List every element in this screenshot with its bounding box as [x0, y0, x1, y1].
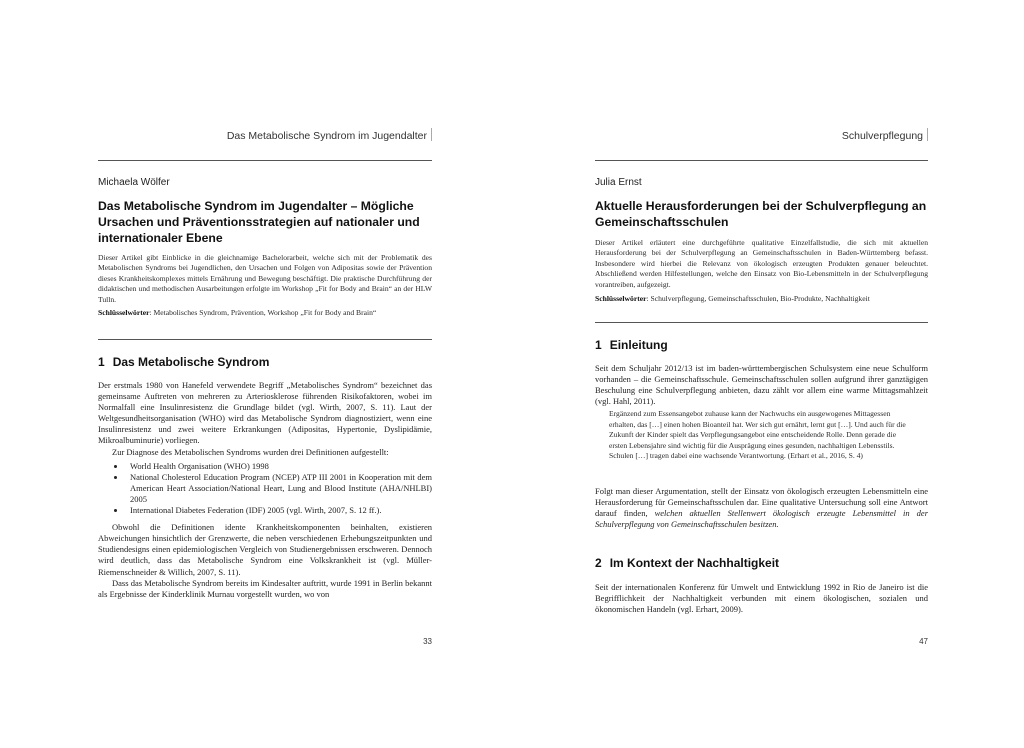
keywords-label: Schlüsselwörter	[595, 294, 647, 303]
section-title: Im Kontext der Nachhaltigkeit	[609, 556, 780, 570]
author: Julia Ernst	[595, 177, 642, 188]
running-header	[227, 128, 432, 142]
left-page	[98, 0, 432, 748]
running-header	[842, 128, 928, 142]
running-header-text: Schulverpflegung	[841, 130, 923, 142]
paragraph: Zur Diagnose des Metabolischen Syndroms wurden drei Definitionen aufgestellt:	[112, 446, 389, 457]
body-text	[595, 582, 928, 615]
abstract-rule	[98, 339, 432, 340]
paragraph: Obwohl die Definitionen idente Krankheitskomponenten beinhalten, existieren Abweichungen hinsichtlich der Grenzwerte, die neben verschiedenen Erhebungszeitpunkten und Studiendesigns einen epidemiologischen Vergleich von Studienergebnissen erschweren. Dennoch wird deutlich, dass das Metabolische Syndrom eine Volkskrankheit ist (vgl. Müller-Riemenschneider & Willich, 2007, S. 11).	[98, 522, 432, 577]
article-title: Aktuelle Herausforderungen bei der Schulverpflegung an Gemeinschaftsschulen	[595, 199, 927, 229]
paragraph-lead: Folgt man dieser Argumentation, stellt der Einsatz von ökologisch erzeugten Lebensmitteln eine Herausforderung für Gemeinschaftsschulen dar. Eine qualitative Untersuchung soll eine Antwort darauf finden,	[595, 486, 928, 519]
keywords	[595, 294, 928, 304]
body-text	[595, 486, 928, 530]
section-heading	[98, 355, 432, 369]
section-heading	[595, 556, 928, 570]
paragraph: Dass das Metabolische Syndrom bereits im Kindesalter auftritt, wurde 1991 in Berlin bekannt als Ergebnisse der Kinderklinik Murnau vorgestellt wurden, wo von	[98, 577, 432, 599]
right-page	[595, 0, 928, 748]
abstract: Dieser Artikel gibt Einblicke in die gleichnamige Bachelorarbeit, welche sich mit der Problematik des Metabolischen Syndroms bei Jugendlichen, den Ursachen und Folgen von Adipositas sowie der Prävention dieses Krankheitskomplexes mittels Ernährung und Bewegung beschäftigt. Die praktische Durchführung der didaktischen und methodischen Ausarbeitungen erfolgte im Workshop „Fit for Body and Brain“ an der HLW Tulln.	[98, 253, 432, 304]
header-bar	[927, 128, 928, 141]
research-question: welchen aktuellen Stellenwert ökologisch erzeugte Lebensmittel in der Schulverpflegung von Gemeinschaftsschulen besitzen.	[595, 508, 928, 530]
article-title: Das Metabolische Syndrom im Jugendalter – Mögliche Ursachen und Präventionsstrategien auf nationaler und internationaler Ebene	[98, 199, 420, 245]
header-bar	[431, 128, 432, 141]
running-header-text: Das Metabolische Syndrom im Jugendalter	[226, 130, 427, 142]
section-number: 1	[595, 338, 602, 352]
section-number: 1	[98, 355, 105, 369]
page-number: 47	[919, 637, 928, 646]
section-heading	[595, 338, 928, 352]
paragraph: Der erstmals 1980 von Hanefeld verwendete Begriff „Metabolisches Syndrom“ bezeichnet das gemeinsame Auftreten von mehreren zu Arteriosklerose führenden Risikofaktoren, wobei im Normalfall eine Insulinresistenz die Grundlage bildet (vgl. Wirth, 2007, S. 11). Laut der Weltgesundheitsorganisation (WHO) wird das Metabolische Syndrom diagnostiziert, wenn eine Insulinresistenz und zwei weitere Erkrankungen (Adipositas, Hypertonie, Dyslipidämie, Mikroalbuminurie) vorliegen.	[98, 380, 432, 446]
keywords-list: : Schulverpflegung, Gemeinschaftsschulen, Bio-Produkte, Nachhaltigkeit	[646, 294, 870, 303]
list-item: • National Cholesterol Education Program (NCEP) ATP III 2001 in Kooperation mit dem American Heart Association/National Heart, Lung and Blood Institute (AHA/NHLBI) 2005	[126, 472, 432, 505]
keywords	[98, 308, 432, 318]
section-title: Das Metabolische Syndrom	[112, 355, 270, 369]
header-rule	[98, 160, 432, 161]
author: Michaela Wölfer	[98, 177, 170, 188]
keywords-list: : Metabolisches Syndrom, Prävention, Workshop „Fit for Body and Brain“	[149, 308, 377, 317]
paragraph: Seit der internationalen Konferenz für Umwelt und Entwicklung 1992 in Rio de Janeiro ist die Begrifflichkeit der Nachhaltigkeit verbunden mit einem ökologischen, sozialen und ökonomischen Handeln (vgl. Erhart, 2009).	[595, 582, 928, 615]
section-title: Einleitung	[609, 338, 668, 352]
header-rule	[595, 160, 928, 161]
abstract-rule	[595, 322, 928, 323]
paragraph	[595, 486, 928, 530]
keywords-label: Schlüsselwörter	[98, 308, 150, 317]
block-quote: Ergänzend zum Essensangebot zuhause kann der Nachwuchs ein ausgewogenes Mittagessen erhalten, das […] einen hohen Bioanteil hat. Wer sich gut ernährt, lernt gut […]. Und auch für die Zukunft der Kinder spielt das Verpflegungsangebot eine entscheidende Rolle. Denn gerade die ersten Lebensjahre sind wichtig für die Ausprägung eines gesunden, nachhaltigen Lebensstils. Schulen […] tragen dabei eine wachsende Verantwortung. (Erhart et al., 2016, S. 4)	[609, 409, 906, 460]
definition-list	[98, 461, 432, 516]
page-number: 33	[423, 637, 432, 646]
abstract: Dieser Artikel erläutert eine durchgeführte qualitative Einzelfallstudie, die sich mit aktuellen Herausforderung bei der Schulverpflegung an Gemeinschaftsschulen in Baden-Württemberg befasst. Insbesondere wird hierbei die Relevanz von ökologisch erzeugten Produkten genauer beleuchtet. Abschließend werden Hilfestellungen, welche den Einsatz von Bio-Lebensmitteln in der Schulverpflegung vorantreiben, aufgezeigt.	[595, 238, 928, 289]
body-text	[98, 380, 432, 600]
list-item: • World Health Organisation (WHO) 1998	[126, 461, 432, 472]
body-text	[595, 363, 928, 407]
list-item: • International Diabetes Federation (IDF) 2005 (vgl. Wirth, 2007, S. 12 ff.).	[126, 505, 432, 516]
section-number: 2	[595, 556, 602, 570]
paragraph: Seit dem Schuljahr 2012/13 ist im baden-württembergischen Schulsystem eine neue Schulform vorhanden – die Gemeinschaftsschule. Gemeinschaftsschulen sollen aufgrund ihrer ganztägigen Beschulung eine Schulverpflegung anbieten, dazu zählt vor allem eine warme Mittagsmahlzeit (vgl. Hahl, 2011).	[595, 363, 928, 407]
